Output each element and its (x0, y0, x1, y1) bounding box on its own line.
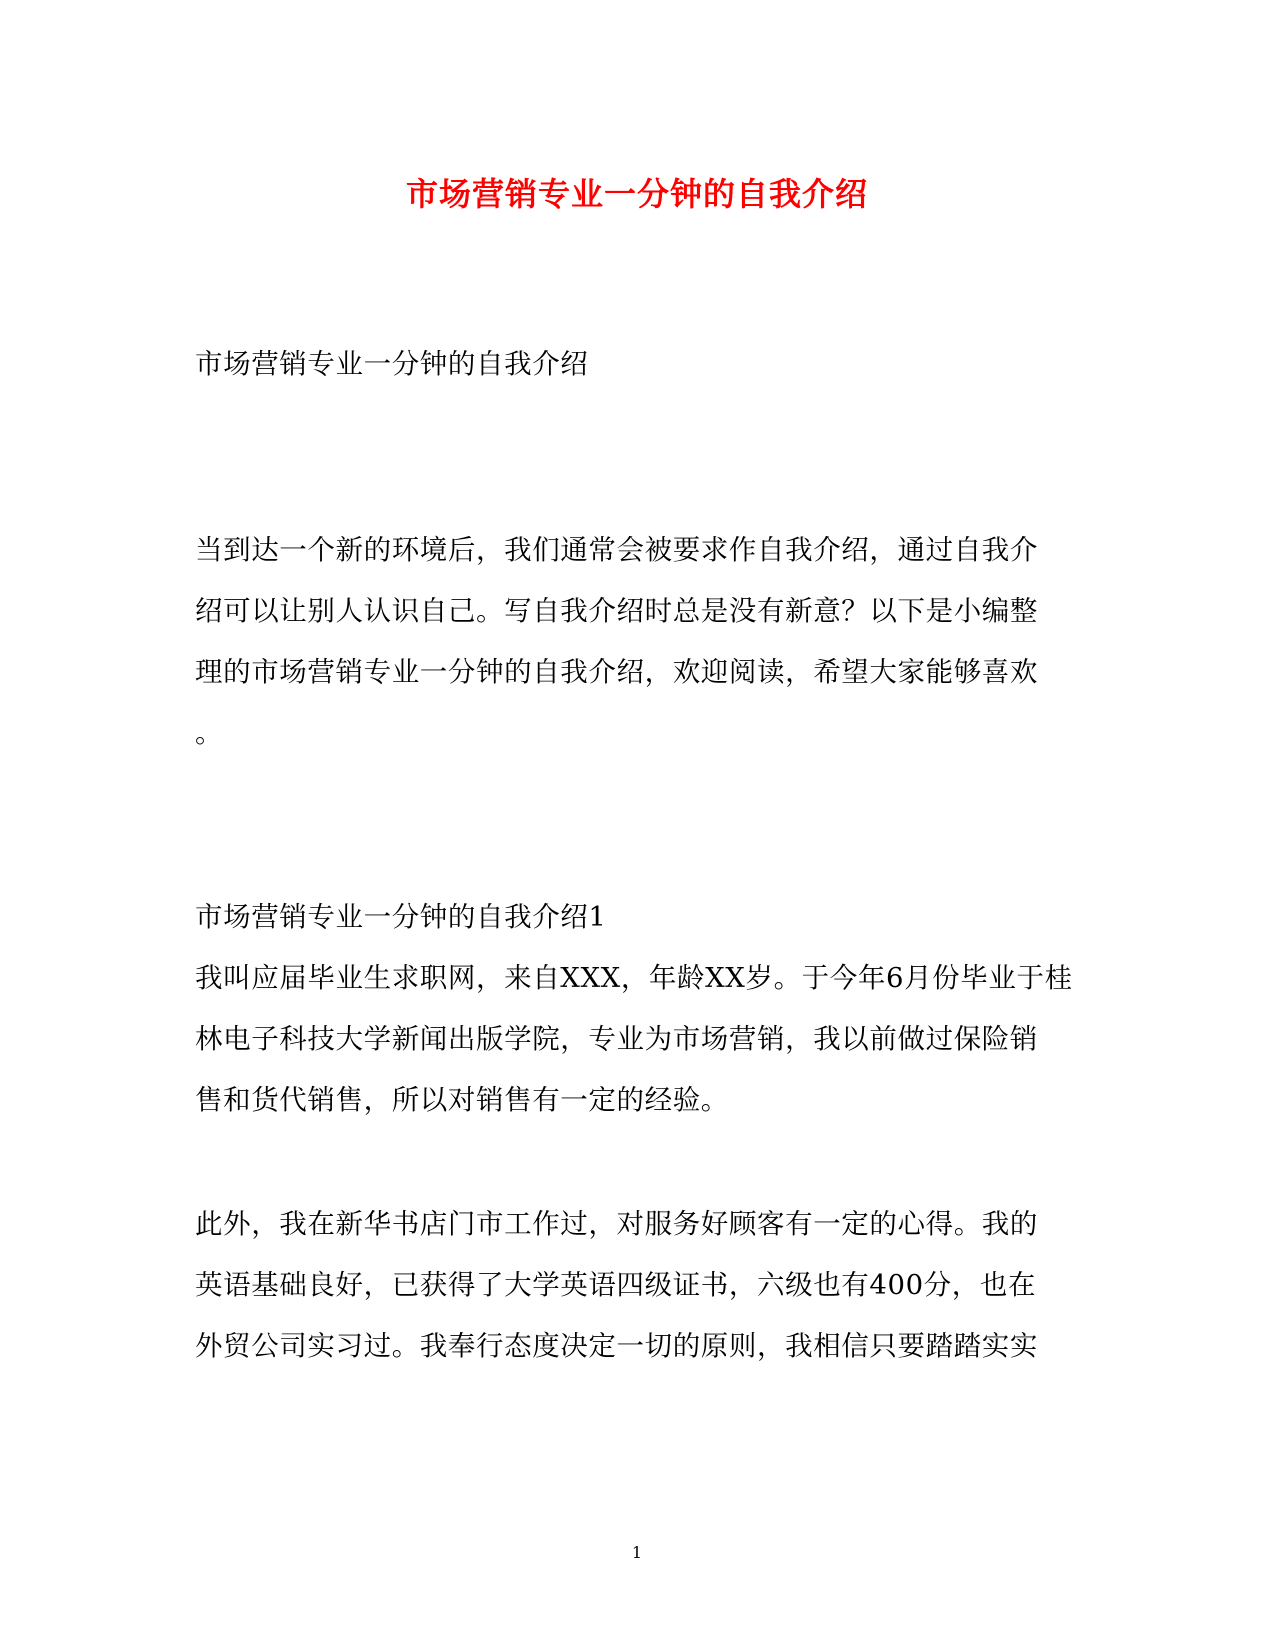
paragraph-line: 我叫应届毕业生求职网，来自XXX，年龄XX岁。于今年6月份毕业于桂 (195, 962, 1073, 994)
section-heading: 市场营销专业一分钟的自我介绍1 (195, 901, 607, 933)
paragraph-line: 英语基础良好，已获得了大学英语四级证书，六级也有400分，也在 (195, 1269, 1037, 1301)
page-number: 1 (631, 1543, 643, 1562)
document-title: 市场营销专业一分钟的自我介绍 (405, 175, 868, 213)
paragraph-line: 林电子科技大学新闻出版学院，专业为市场营销，我以前做过保险销 (195, 1023, 1038, 1055)
paragraph-line: 此外，我在新华书店门市工作过，对服务好顾客有一定的心得。我的 (195, 1208, 1038, 1240)
paragraph-line: 外贸公司实习过。我奉行态度决定一切的原则，我相信只要踏踏实实 (195, 1330, 1038, 1362)
intro-line: 当到达一个新的环境后，我们通常会被要求作自我介绍，通过自我介 (195, 534, 1038, 566)
intro-line: 绍可以让别人认识自己。写自我介绍时总是没有新意？以下是小编整 (195, 595, 1038, 627)
intro-line: 理的市场营销专业一分钟的自我介绍，欢迎阅读，希望大家能够喜欢 (195, 656, 1038, 688)
subtitle: 市场营销专业一分钟的自我介绍 (195, 348, 589, 380)
paragraph-line: 售和货代销售，所以对销售有一定的经验。 (195, 1084, 729, 1116)
intro-line: 。 (195, 717, 224, 749)
